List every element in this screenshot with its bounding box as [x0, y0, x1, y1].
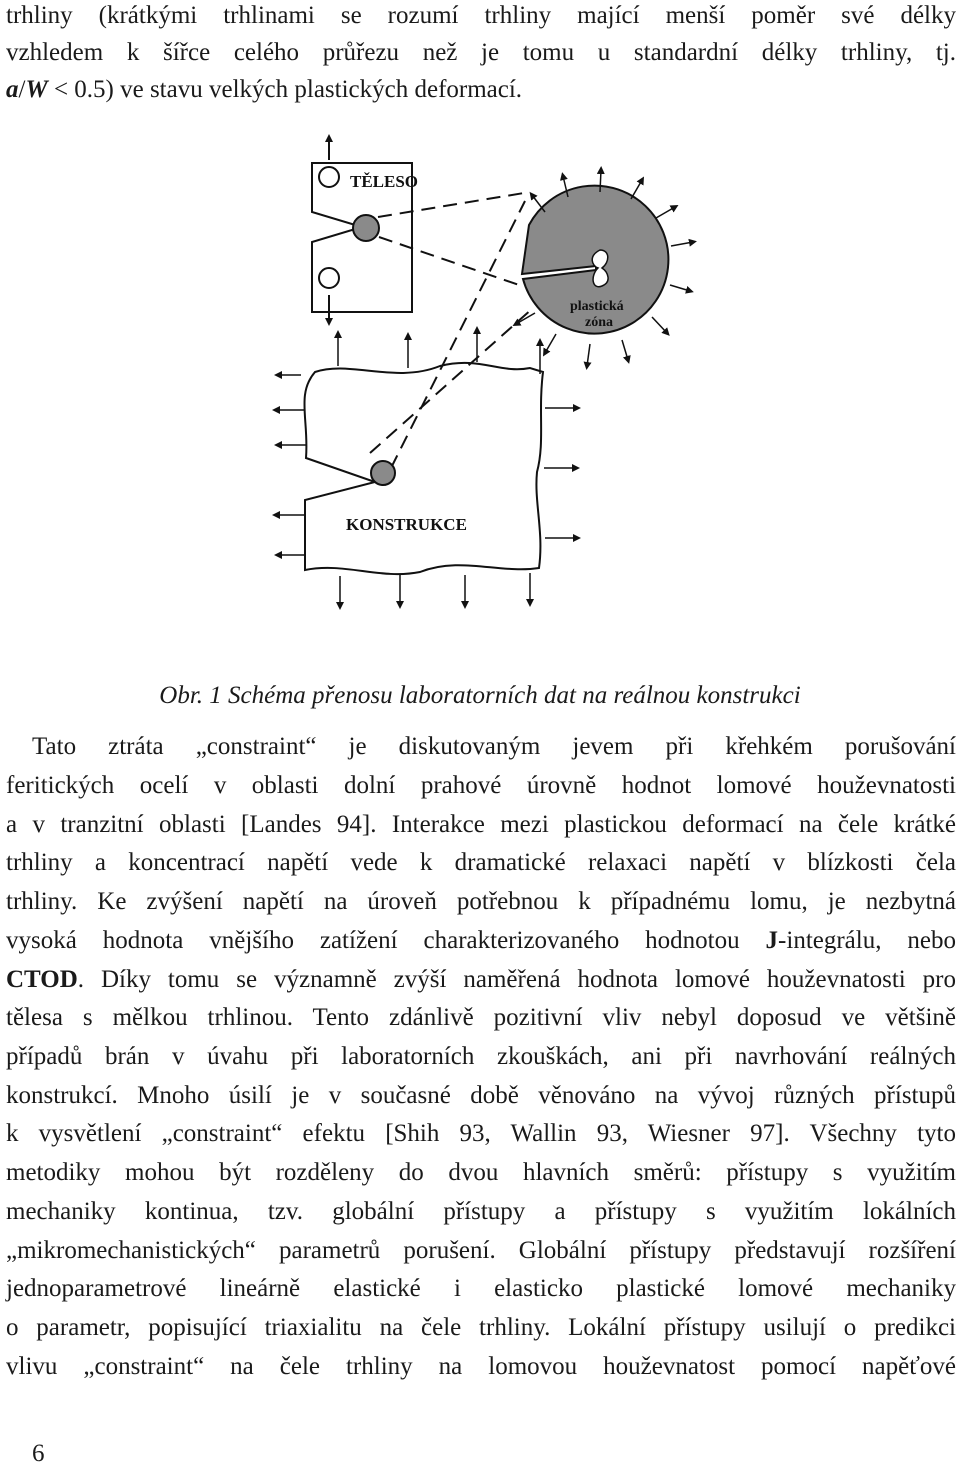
top-line-2: vzhledem k šířce celého průřezu než je tomu u standardní délky trhliny, tj. — [6, 39, 956, 66]
label-teleso: TĚLESO — [350, 172, 419, 191]
body-line-1: Tato ztráta „constraint“ je diskutovaným jevem při křehkém porušování — [32, 733, 956, 760]
specimen-pin-hole-bottom — [319, 268, 339, 288]
body-line-3: a v tranzitní oblasti [Landes 94]. Interakce mezi plastickou deformací na čele krátké — [6, 811, 956, 838]
label-zona: zóna — [585, 315, 613, 330]
body-line-17: vlivu „constraint“ na čele trhliny na lomovou houževnatost pomocí napěťové — [6, 1353, 956, 1380]
body-line-10: konstrukcí. Mnoho úsilí je v současné době věnováno na vývoj různých přístupů — [6, 1082, 956, 1109]
body-line-16: o parametr, popisující triaxialitu na čele trhliny. Lokální přístupy usilují o predikci — [6, 1314, 956, 1341]
figure-caption: Obr. 1 Schéma přenosu laboratorních dat na reálnou konstrukci — [159, 682, 801, 709]
top-line-3: a/W < 0.5) ve stavu velkých plastických deformací. — [6, 76, 523, 103]
body-line-2: feritických ocelí v oblasti dolní prahové úrovně hodnot lomové houževnatosti — [6, 772, 956, 799]
body-line-6: vysoká hodnota vnějšího zatížení charakterizovaného hodnotou J-integrálu, nebo — [6, 927, 957, 954]
projection-dashed-lines — [370, 192, 533, 468]
body-line-14: „mikromechanistických“ parametrů porušení. Globální přístupy představují rozšíření — [6, 1237, 956, 1264]
label-plasticka: plastická — [570, 299, 624, 314]
structure-load-arrows — [276, 330, 577, 606]
structure-body — [304, 363, 543, 574]
body-line-13: mechaniky kontinua, tzv. globální přístupy a přístupy s využitím lokálních — [6, 1198, 956, 1225]
body-line-5: trhliny. Ke zvýšení napětí na úroveň potřebnou k případnému lomu, je nezbytná — [6, 888, 956, 915]
specimen-crack-tip-zone — [353, 215, 379, 241]
structure-crack-tip-zone — [371, 461, 395, 485]
body-line-15: jednoparametrové lineárně elastické i elasticko plastické lomové mechaniky — [6, 1275, 956, 1302]
body-line-7: CTOD. Díky tomu se významně zvýší naměřená hodnota lomové houževnatosti pro — [6, 966, 956, 993]
specimen-pin-hole-top — [319, 167, 339, 187]
body-line-4: trhliny a koncentrací napětí vede k dramatické relaxaci napětí v blízkosti čela — [6, 849, 956, 876]
specimen-to-structure-diagram — [260, 128, 700, 664]
body-line-9: případů brán v úvahu při laboratorních zkouškách, ani při navrhování reálných — [6, 1043, 956, 1070]
label-konstrukce: KONSTRUKCE — [346, 515, 467, 534]
top-line-1: trhliny (krátkými trhlinami se rozumí trhliny mající menší poměr své délky — [6, 2, 956, 29]
body-line-11: k vysvětlení „constraint“ efektu [Shih 93, Wallin 93, Wiesner 97]. Všechny tyto — [6, 1120, 956, 1147]
page-number: 6 — [32, 1440, 45, 1467]
body-line-8: tělesa s mělkou trhlinou. Tento zdánlivě pozitivní vliv nebyl doposud ve většině — [6, 1004, 956, 1031]
body-line-12: metodiky mohou být rozděleny do dvou hlavních směrů: přístupy s využitím — [6, 1159, 956, 1186]
